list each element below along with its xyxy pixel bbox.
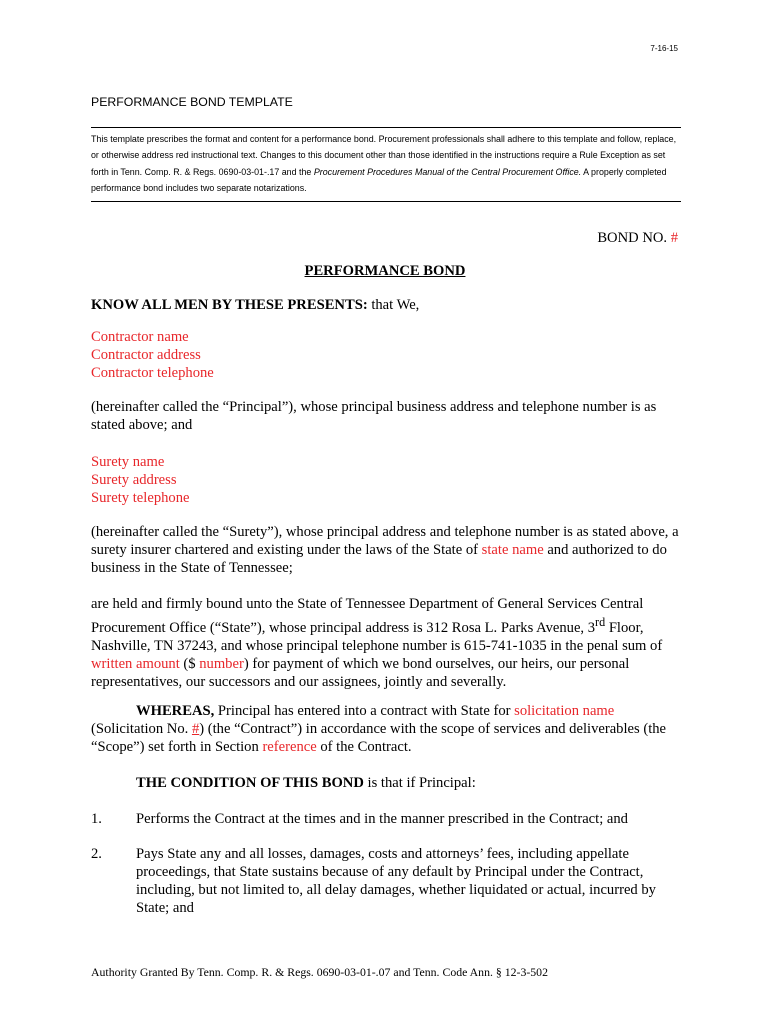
surety-block — [91, 453, 681, 507]
condition-heading: THE CONDITION OF THIS BOND — [136, 775, 364, 791]
surety-paragraph — [91, 523, 681, 577]
document-date: 7-16-15 — [650, 44, 678, 53]
whereas-text-3: ) (the “Contract”) in accordance with the scope of services and deliverables (the “Scope”) set forth in Section — [91, 721, 667, 755]
contractor-address-placeholder: Contractor address — [91, 347, 201, 363]
bond-number-label: BOND NO. — [597, 230, 671, 246]
whereas-text-4: of the Contract. — [316, 739, 412, 755]
number-placeholder: number — [199, 655, 244, 672]
condition-item-number: 1. — [91, 811, 102, 827]
held-text-3: ($ — [179, 655, 200, 672]
surety-address-placeholder: Surety address — [91, 472, 177, 488]
contractor-block — [91, 328, 681, 382]
instructions-text-1: This template prescribes the format and content for a performance bond. Procurement professionals shall adhere to this template and follow, replace, or otherwise address red instructional text. Changes to this document other than those identified in the instructions require a Rule Exception as set forth in Tenn. Comp. R. & Regs. 0690-03-01-.17 and the — [91, 134, 677, 177]
held-and-bound-paragraph — [91, 595, 681, 691]
condition-paragraph — [91, 774, 681, 792]
condition-item-text: Performs the Contract at the times and in the manner prescribed in the Contract; and — [136, 811, 628, 827]
condition-item-text: Pays State any and all losses, damages, costs and attorneys’ fees, including appellate proceedings, that State sustains because of any default by Principal under the Contract, including, but not limited to, all delay damages, whether liquidated or actual, incurred by State; and — [136, 846, 656, 916]
bond-number-placeholder: # — [670, 230, 678, 246]
condition-item-number: 2. — [91, 846, 102, 862]
surety-text-1: (hereinafter called the “Surety”), whose principal address and telephone number is as stated above, a surety insurer chartered and existing under the laws of the State of — [91, 524, 679, 558]
page-footer: Authority Granted By Tenn. Comp. R. & Regs. 0690-03-01-.07 and Tenn. Code Ann. § 12-3-502 — [91, 965, 548, 979]
condition-text: is that if Principal: — [363, 775, 476, 791]
instructions-manual-title: Procurement Procedures Manual of the Central Procurement Office. — [313, 166, 582, 177]
state-name-placeholder: state name — [481, 542, 544, 558]
surety-text-2: and authorized to do business in the State of Tennessee; — [91, 542, 667, 576]
held-text-4: ) for payment of which we bond ourselves, our heirs, our personal representatives, our successors and our assignees, jointly and severally. — [91, 655, 630, 690]
solicitation-number-placeholder: # — [191, 721, 200, 737]
whereas-heading: WHEREAS, — [136, 703, 215, 719]
document-title: PERFORMANCE BOND — [304, 263, 466, 279]
whereas-text-2: (Solicitation No. — [91, 721, 192, 737]
written-amount-placeholder: written amount — [91, 655, 180, 672]
whereas-text-1: Principal has entered into a contract with State for — [214, 703, 515, 719]
know-all-men-text: that We, — [367, 297, 420, 313]
template-instructions — [91, 127, 681, 202]
know-all-men-clause — [91, 296, 681, 314]
surety-telephone-placeholder: Surety telephone — [91, 490, 190, 506]
principal-paragraph: (hereinafter called the “Principal”), whose principal business address and telephone number is as stated above; and — [91, 399, 657, 433]
bond-number — [597, 229, 678, 247]
held-text-1: are held and firmly bound unto the State of Tennessee Department of General Services Central Procurement Office (“State”), whose principal address is 312 Rosa L. Parks Avenue, 3 — [91, 596, 644, 636]
section-reference-placeholder: reference — [262, 739, 317, 755]
whereas-paragraph — [91, 702, 681, 756]
ordinal-suffix: rd — [595, 615, 606, 629]
know-all-men-heading: KNOW ALL MEN BY THESE PRESENTS: — [91, 297, 368, 313]
held-text-2: Floor, Nashville, TN 37243, and whose principal telephone number is 615-741-1035 in the penal sum of — [91, 619, 663, 654]
template-title: PERFORMANCE BOND TEMPLATE — [91, 95, 293, 109]
contractor-telephone-placeholder: Contractor telephone — [91, 365, 214, 381]
surety-name-placeholder: Surety name — [91, 454, 165, 470]
instructions-text-2: A properly completed performance bond includes two separate notarizations. — [91, 166, 667, 194]
solicitation-name-placeholder: solicitation name — [514, 703, 615, 719]
contractor-name-placeholder: Contractor name — [91, 329, 189, 345]
